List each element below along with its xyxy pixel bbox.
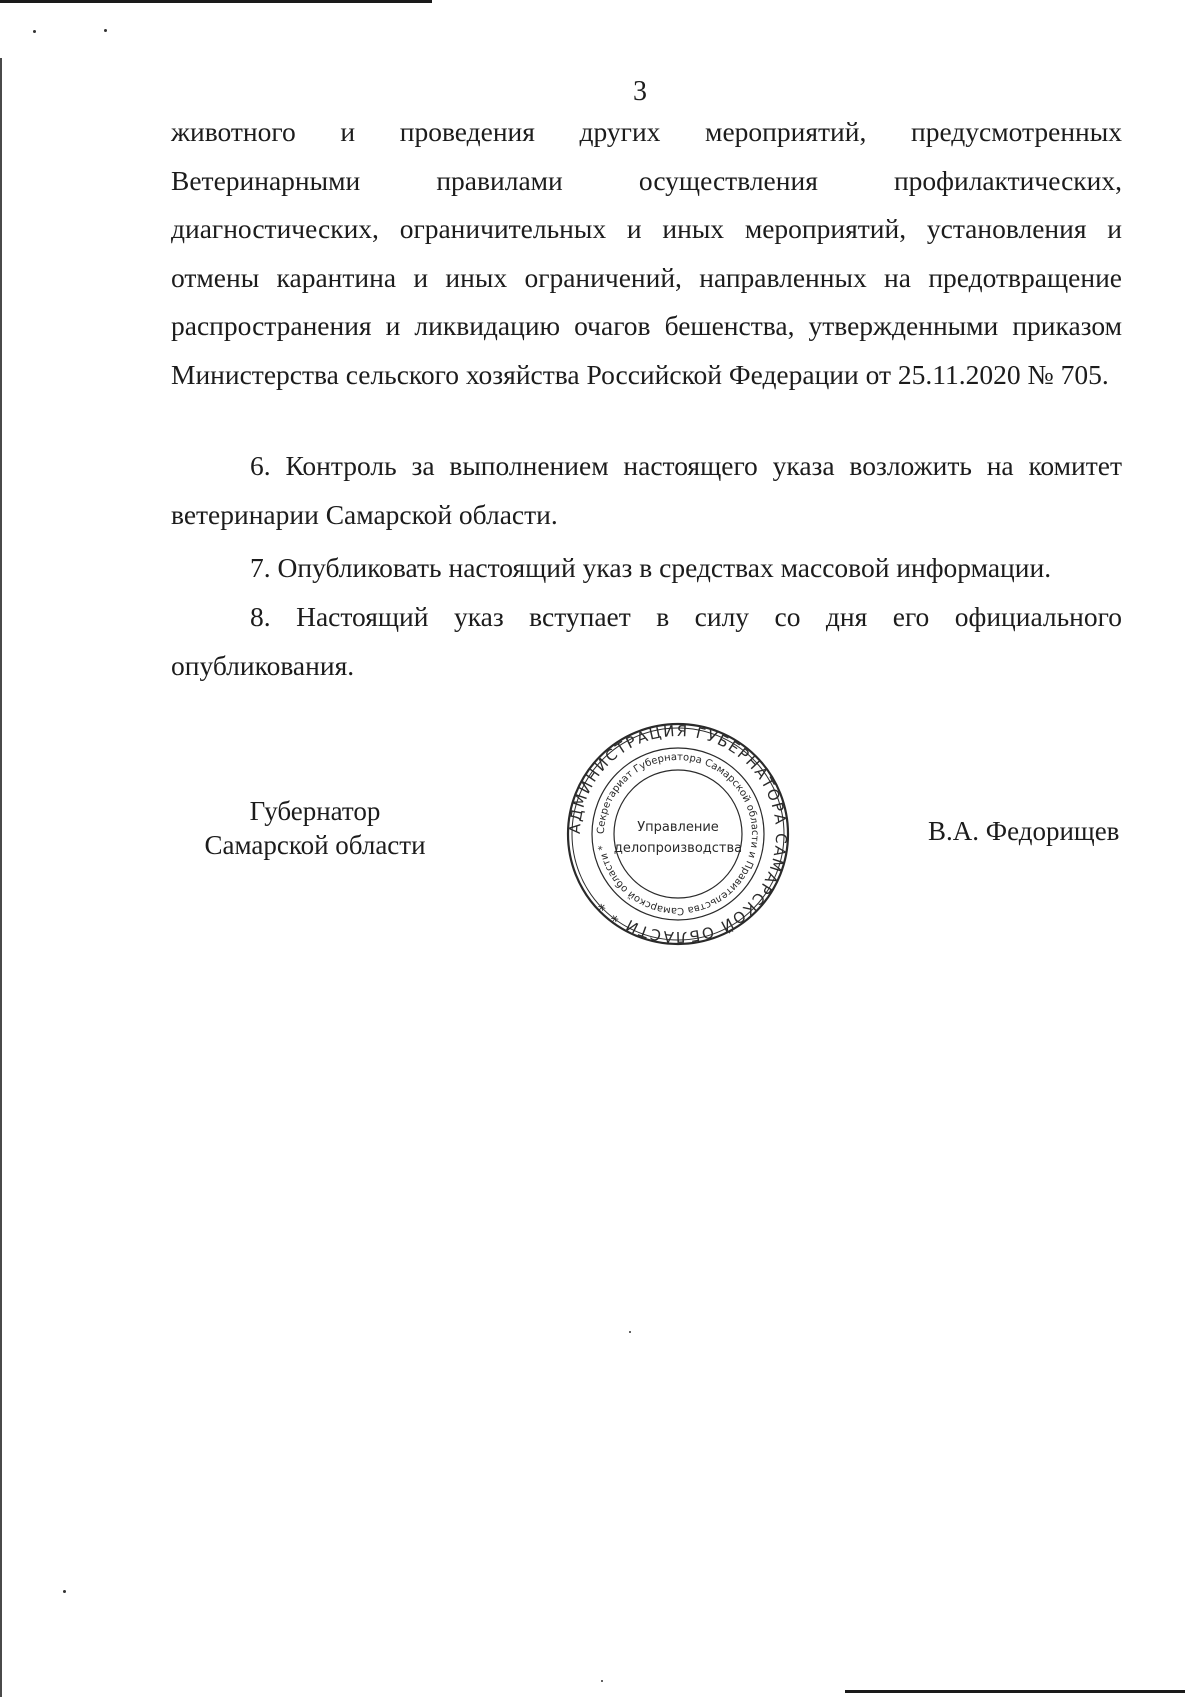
- paragraph-item-7: 7. Опубликовать настоящий указ в средствах массовой информации.: [250, 552, 1052, 583]
- paragraph-item-8: 8. Настоящий указ вступает в силу со дня его официального опубликования.: [171, 601, 1122, 681]
- signatory-title-line1: Губернатор: [249, 796, 381, 826]
- stamp-center-line2: делопроизводства: [613, 841, 743, 856]
- paragraph-continuation: животного и проведения других мероприятий, предусмотренных Ветеринарными правилами осуществления профилактических, диагностических, ограничительных и иных мероприятий, установления и отмены карантина и иных ограничений, направленных на предотвращение распространения и ликвидацию очагов бешенства, утвержденными приказом Министерства сельского хозяйства Российской Федерации от 25.11.2020 № 705.: [171, 116, 1122, 390]
- official-stamp: [566, 722, 790, 946]
- stamp-inner-textpath: Секретариат Губернатора Самарской области и Правительства Самарской области *: [595, 751, 761, 917]
- scan-speck: [629, 1331, 631, 1333]
- stamp-center-line1: Управление: [637, 820, 719, 835]
- scan-speck: [63, 1590, 66, 1593]
- page-number: 3: [633, 76, 647, 107]
- stamp-outer-textpath: АДМИНИСТРАЦИЯ ГУБЕРНАТОРА САМАРСКОЙ ОБЛАСТИ * *: [566, 722, 790, 946]
- scan-speck: [601, 1680, 603, 1682]
- signatory-title: [180, 794, 450, 862]
- scan-speck: [104, 29, 107, 32]
- scan-edge-top: [0, 0, 432, 3]
- paragraph-item-6: 6. Контроль за выполнением настоящего указа возложить на комитет ветеринарии Самарской области.: [171, 450, 1122, 530]
- scan-edge-bottom: [845, 1690, 1185, 1693]
- scan-speck: [33, 30, 36, 33]
- signatory-title-line2: Самарской области: [204, 830, 426, 860]
- scan-edge-left: [0, 58, 2, 1697]
- signatory-name: В.А. Федорищев: [928, 816, 1120, 846]
